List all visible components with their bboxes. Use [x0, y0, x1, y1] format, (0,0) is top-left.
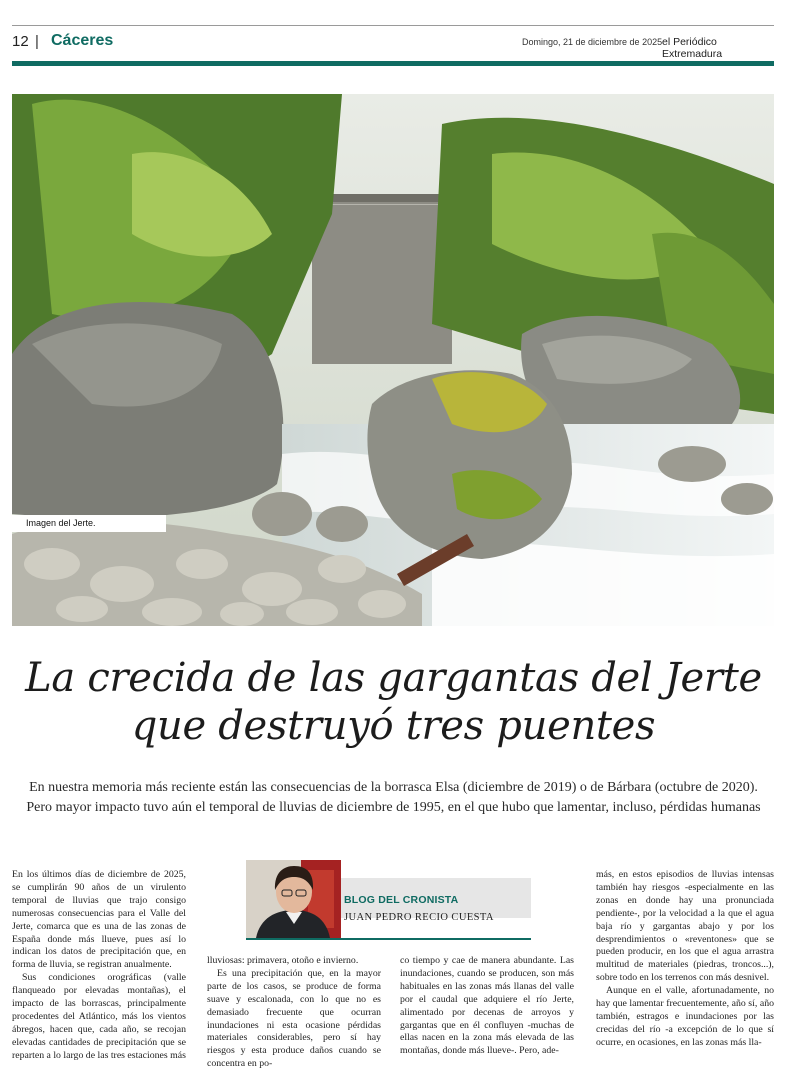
- headline-line-2: que destruyó tres puentes: [131, 703, 656, 749]
- article-column-1: [12, 869, 186, 1063]
- column-paragraph: Sus condiciones orográficas (valle flanqueado por elevadas montañas), el impacto de las borrascas, principalmente procedentes del Atlántico, más los vientos ábregos, hacen que, cada año, se recojan elevadas cantidades de precipitación que se reparten a lo largo de las tres estaciones más: [12, 972, 186, 1061]
- header-separator: |: [35, 33, 39, 50]
- headline-line-1: La crecida de las gargantas del Jerte: [25, 655, 762, 701]
- article-column-3: [400, 955, 574, 1058]
- article-column-2: [207, 955, 381, 1071]
- header-band: [12, 61, 774, 66]
- header-top-rule: [12, 25, 774, 26]
- blog-rule: [246, 938, 531, 940]
- article-photo: [12, 94, 774, 626]
- section-name[interactable]: Cáceres: [51, 32, 114, 49]
- blog-signature-box: [246, 860, 531, 939]
- blog-author: JUAN PEDRO RECIO CUESTA: [344, 912, 494, 923]
- column-paragraph: más, en estos episodios de lluvias intensas también hay riesgos -especialmente en las zonas en donde hay una pronunciada pendiente-, por la velocidad a la que el agua baja río y gargantas abajo y por los desprendimientos o «reventones» que se pueden producir, en los que el agua arrastra multitud de materiales (piedras, troncos...), sobre todo en los terrenos con más desnivel.: [596, 869, 774, 984]
- column-paragraph: co tiempo y cae de manera abundante. Las inundaciones, cuando se producen, son más habituales en las zonas más llanas del valle por el caudal que adquiere el río Jerte, alimentado por decenas de arroyos y gargantas que en él confluyen -muchas de ellas nacen en la zona más elevada de las montañas, donde más llueve-. Pero, ade-: [400, 955, 574, 1057]
- article-headline: [0, 654, 787, 750]
- photo-caption: Imagen del Jerte.: [12, 515, 166, 532]
- column-paragraph: lluviosas: primavera, otoño e invierno.: [207, 955, 359, 966]
- column-paragraph: En los últimos días de diciembre de 2025, se cumplirán 90 años de un virulento temporal de lluvias que trajo consigo numerosas consecuencias para el Valle del Jerte, comarca que es una de las zonas de España donde más llueve, pues así lo indican los datos de precipitación que, en forma de lluvia, se registran anualmente.: [12, 869, 186, 971]
- article-lead: En nuestra memoria más reciente están las consecuencias de la borrasca Elsa (diciembre de 2019) o de Bárbara (octubre de 2020). Pero mayor impacto tuvo aún el temporal de lluvias de diciembre de 1995, en el que hubo que lamentar, incluso, pérdidas humanas: [26, 780, 761, 815]
- column-paragraph: Es una precipitación que, en la mayor parte de los casos, se produce de forma suave y escalonada, con lo que no es demasiado frecuente que ocurran inundaciones ni esta ocasione pérdidas materiales considerables, pero sí hay riesgos y esta produce daños cuando se concentra en po-: [207, 967, 381, 1070]
- blog-kicker: BLOG DEL CRONISTA: [344, 894, 459, 906]
- column-paragraph: Aunque en el valle, afortunadamente, no hay que lamentar frecuentemente, año sí, año también, estragos e inundaciones por las crecidas del río -a excepción de lo que sí ocurre, en ocasiones, en las zonas más lla-: [596, 985, 774, 1048]
- page-header: [12, 30, 774, 60]
- newspaper-name: el Periódico Extremadura: [662, 36, 723, 60]
- article-column-4: [596, 869, 774, 1050]
- publication-date: Domingo, 21 de diciembre de 2025: [522, 37, 663, 47]
- page-number: 12: [12, 33, 29, 50]
- author-photo: [246, 860, 341, 938]
